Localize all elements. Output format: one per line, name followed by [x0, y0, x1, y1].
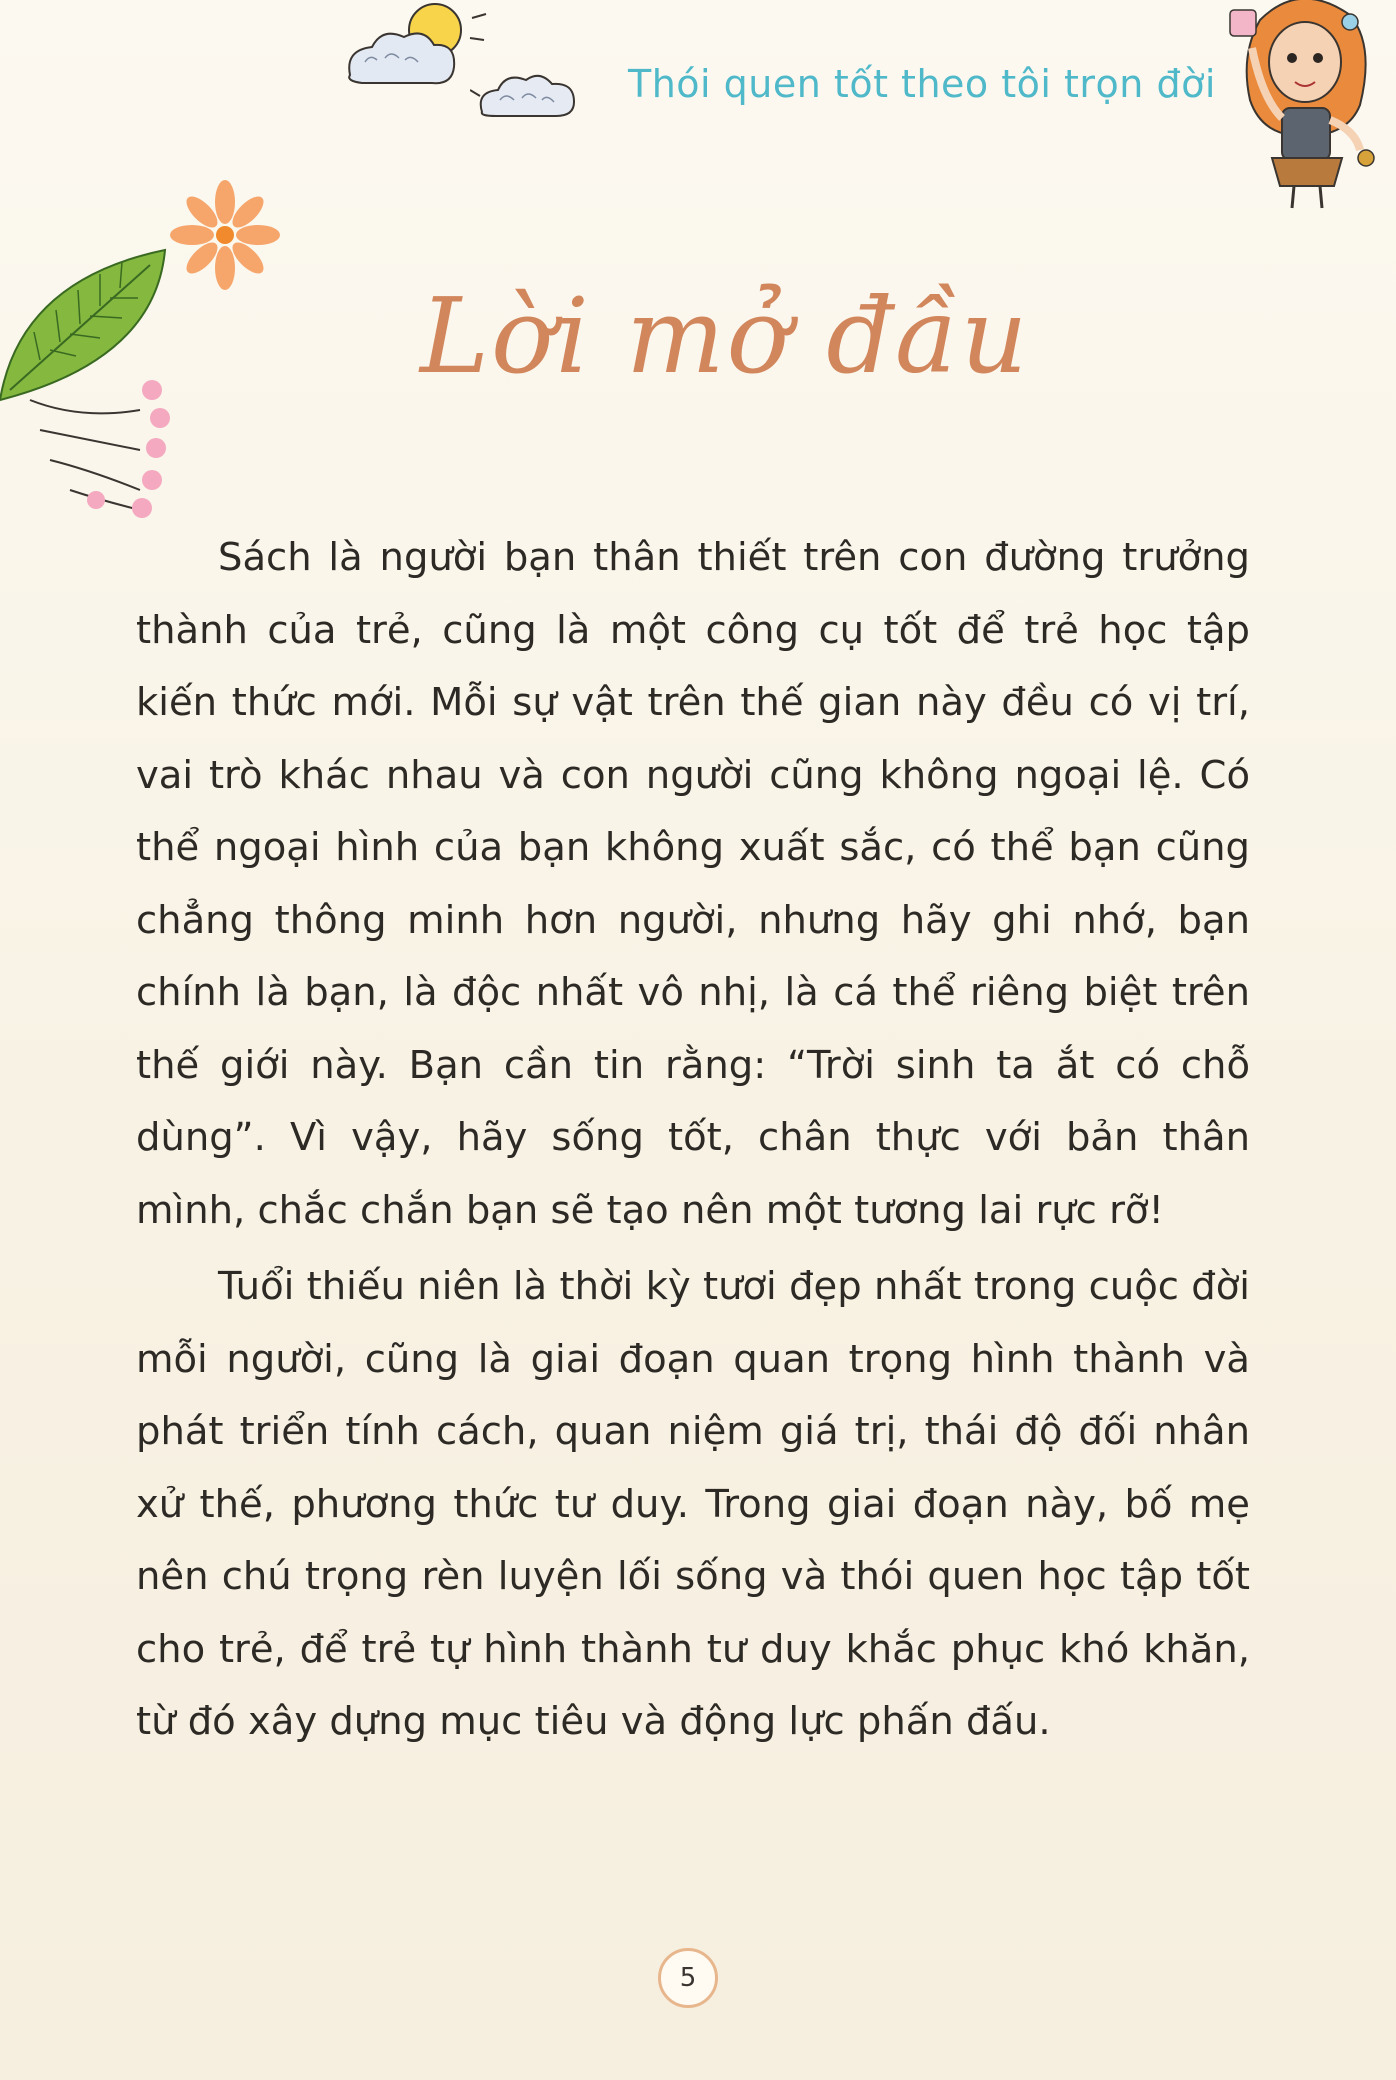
paragraph-1: Sách là người bạn thân thiết trên con đường trưởng thành của trẻ, cũng là một công cụ tốt để trẻ học tập kiến thức mới. Mỗi sự vật trên thế gian này đều có vị trí, vai trò khác nhau và con người cũng không ngoại lệ. Có thể ngoại hình của bạn không xuất sắc, có thể bạn cũng chẳng thông minh hơn người, nhưng hãy ghi nhớ, bạn chính là bạn, là độc nhất vô nhị, là cá thể riêng biệt trên thế giới này. Bạn cần tin rằng: “Trời sinh ta ắt có chỗ dùng”. Vì vậy, hãy sống tốt, chân thực với bản thân mình, chắc chắn bạn sẽ tạo nên một tương lai rực rỡ!: [136, 535, 1250, 1233]
girl-illustration: [1200, 0, 1396, 215]
cloud-icon: [470, 60, 590, 130]
running-header-title: Thói quen tốt theo tôi trọn đời: [628, 62, 1216, 106]
chapter-title: Lời mở đầu: [420, 275, 1030, 397]
paragraph-2: Tuổi thiếu niên là thời kỳ tươi đẹp nhất trong cuộc đời mỗi người, cũng là giai đoạn quan trọng hình thành và phát triển tính cách, quan niệm giá trị, thái độ đối nhân xử thế, phương thức tư duy. Trong giai đoạn này, bố mẹ nên chú trọng rèn luyện lối sống và thói quen học tập tốt cho trẻ, để trẻ tự hình thành tư duy khắc phục khó khăn, từ đó xây dựng mục tiêu và động lực phấn đấu.: [136, 1264, 1250, 1744]
page-number: 5: [658, 1948, 718, 2008]
pink-flowers-icon: [20, 360, 180, 530]
sun-cloud-icon: [330, 0, 490, 110]
orange-flower-icon: [170, 180, 280, 290]
body-text: [136, 522, 1250, 1763]
